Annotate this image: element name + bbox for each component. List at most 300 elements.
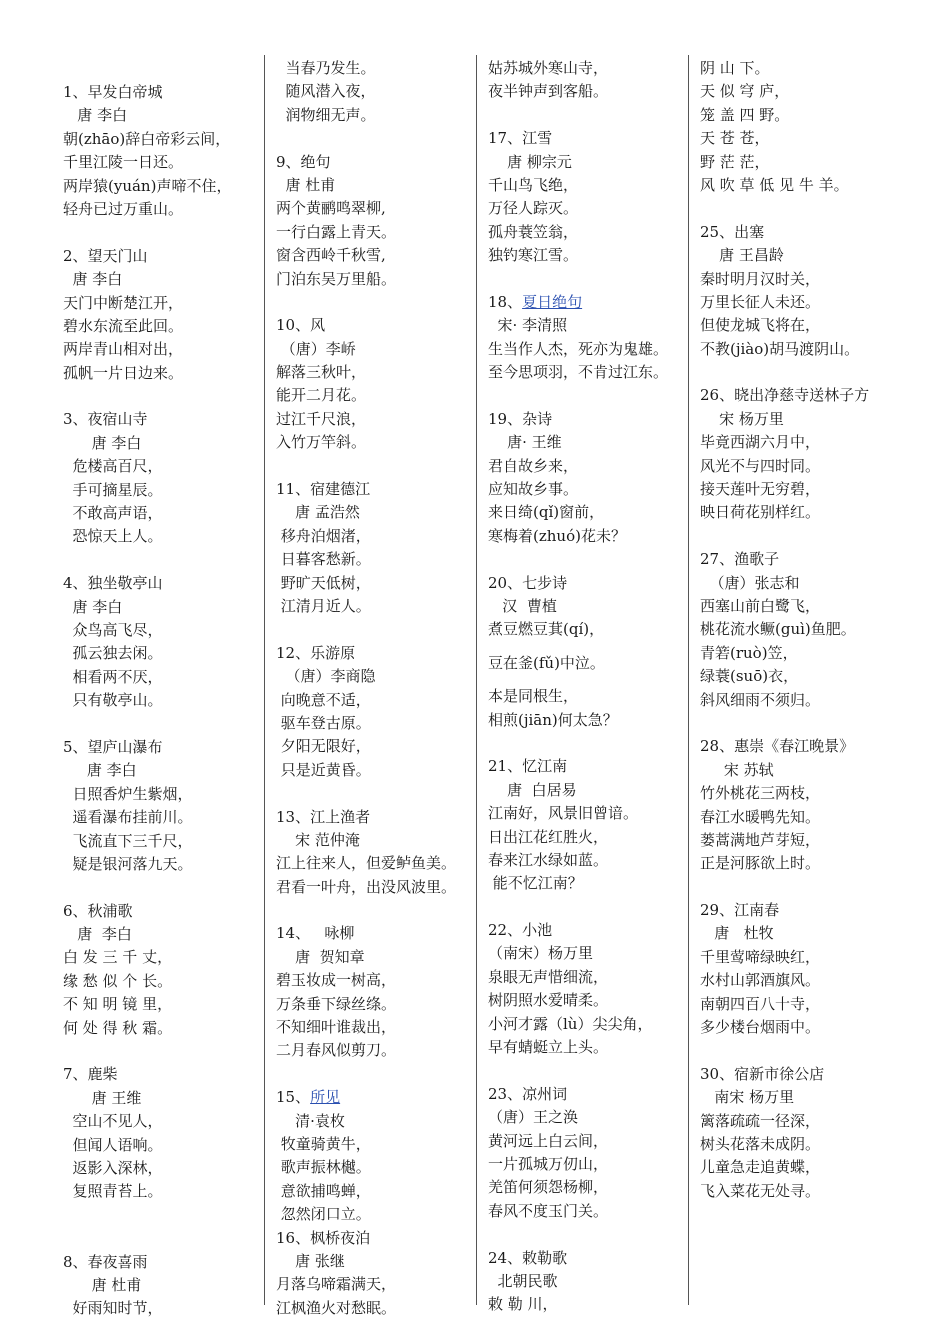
poem-line xyxy=(276,993,476,1016)
poem-line xyxy=(276,1203,476,1226)
poem-line xyxy=(488,685,688,708)
poem-line-text: 驱车登古原。 xyxy=(276,713,371,732)
poem-line xyxy=(700,993,915,1016)
stanza-gap xyxy=(276,618,476,641)
poem-line-text: （唐）李峤 xyxy=(276,339,356,358)
poem-line-text: 泉眼无声惜细流， xyxy=(488,967,609,986)
poem-line-text: 寒梅着(zhuó)花未？ xyxy=(488,526,626,545)
poem-line xyxy=(63,1157,263,1180)
poem-line xyxy=(276,197,476,220)
poem-line-text: 8、春夜喜雨 xyxy=(63,1252,148,1271)
poem-line xyxy=(488,779,688,802)
poem-line-text: 29、江南春 xyxy=(700,901,780,920)
poem-line xyxy=(700,1063,915,1086)
poem-line-text: 羌笛何须怨杨柳， xyxy=(488,1178,609,1197)
poem-line xyxy=(63,315,263,338)
poem-line xyxy=(488,174,688,197)
poem-line xyxy=(700,455,915,478)
stanza-gap xyxy=(488,104,688,127)
poem-line xyxy=(488,361,688,384)
poem-line xyxy=(63,1017,263,1040)
poem-line-text: 孤云独去闲。 xyxy=(63,644,163,663)
column-divider-1 xyxy=(264,55,265,1305)
poem-line-text: 江上往来人，但爱鲈鱼美。 xyxy=(276,854,457,873)
poem-line-text: 能不忆江南？ xyxy=(488,874,583,893)
column-divider-2 xyxy=(476,55,477,1305)
poem-line xyxy=(63,900,263,923)
stanza-gap xyxy=(276,1063,476,1086)
stanza-gap xyxy=(276,291,476,314)
poem-line xyxy=(700,431,915,454)
poem-column-4 xyxy=(700,57,915,1203)
stanza-gap xyxy=(63,1204,263,1227)
poem-line xyxy=(700,572,915,595)
poem-line xyxy=(63,572,263,595)
poem-line xyxy=(488,291,688,314)
poem-line-text: 小河才露（lù）尖尖角， xyxy=(488,1014,653,1033)
poem-line-text: 一片孤城万仞山， xyxy=(488,1154,609,1173)
poem-line-text: 宋 范仲淹 xyxy=(276,830,360,849)
poem-line xyxy=(488,1200,688,1223)
stanza-gap xyxy=(276,899,476,922)
poem-line xyxy=(488,197,688,220)
poem-line-text: 空山不见人， xyxy=(63,1112,163,1131)
poem-line-text: 阴 山 下。 xyxy=(700,59,770,77)
poem-line xyxy=(63,479,263,502)
poem-line xyxy=(488,338,688,361)
poem-line-text: 黄河远上白云间， xyxy=(488,1131,609,1150)
poem-line xyxy=(63,1251,263,1274)
poem-line-text: （南宋）杨万里 xyxy=(488,944,594,963)
poem-line xyxy=(488,709,688,732)
poem-line xyxy=(488,501,688,524)
poem-line xyxy=(276,431,476,454)
poem-line xyxy=(700,478,915,501)
poem-line xyxy=(276,384,476,407)
poem-column-3 xyxy=(488,57,688,1317)
poem-line xyxy=(276,665,476,688)
poem-line xyxy=(488,942,688,965)
poem-line-text: 斜风细雨不须归。 xyxy=(700,690,821,709)
poem-line-text: 不教(jiào)胡马渡阴山。 xyxy=(700,339,860,358)
poem-line-text: 但使龙城飞将在， xyxy=(700,316,821,335)
poem-line xyxy=(488,127,688,150)
stanza-gap xyxy=(276,455,476,478)
poem-line-text: 蒌蒿满地芦芽短， xyxy=(700,830,821,849)
poem-line-text: 不 知 明 镜 里， xyxy=(63,995,173,1014)
poem-line-text: 秦时明月汉时关， xyxy=(700,269,821,288)
poem-line xyxy=(488,595,688,618)
poem-line-text: 唐 王维 xyxy=(63,1088,142,1107)
stanza-gap xyxy=(63,385,263,408)
poem-line xyxy=(63,175,263,198)
poem-line-text: 君自故乡来， xyxy=(488,456,579,475)
poem-line xyxy=(276,1250,476,1273)
poem-line-text: 桃花流水鳜(guì)鱼肥。 xyxy=(700,620,856,639)
poem-line-text: 天门中断楚江开， xyxy=(63,293,184,312)
poem-line-text: 野 茫 茫， xyxy=(700,152,770,171)
poem-line xyxy=(700,899,915,922)
poem-line-text: 意欲捕鸣蝉， xyxy=(276,1181,371,1200)
poem-line xyxy=(488,1013,688,1036)
poem-line xyxy=(276,946,476,969)
poem-line-text: 歌声振林樾。 xyxy=(276,1158,371,1177)
stanza-gap xyxy=(488,268,688,291)
poem-line-text: 18、 xyxy=(488,292,523,311)
poem-line-text: 10、风 xyxy=(276,316,326,335)
poem-line-text: 13、江上渔者 xyxy=(276,807,371,826)
poem-line-text: （唐）李商隐 xyxy=(276,667,376,686)
poem-line xyxy=(276,501,476,524)
poem-line-text: 月落乌啼霜满天， xyxy=(276,1275,397,1294)
poem-line xyxy=(488,1176,688,1199)
poem-line xyxy=(700,80,915,103)
poem-line xyxy=(63,806,263,829)
poem-line xyxy=(488,826,688,849)
poem-line xyxy=(276,104,476,127)
poem-line xyxy=(488,431,688,454)
poem-line xyxy=(63,853,263,876)
poem-line-text: 唐 王昌龄 xyxy=(700,246,784,265)
poem-line-text: 3、夜宿山寺 xyxy=(63,410,148,429)
poem-line-text: 相煎(jiān)何太急？ xyxy=(488,710,618,729)
poem-line-text: 篱落疏疏一径深， xyxy=(700,1111,821,1130)
poem-line xyxy=(488,872,688,895)
poem-line xyxy=(63,1134,263,1157)
poem-line xyxy=(276,151,476,174)
stanza-gap xyxy=(488,1059,688,1082)
stanza-gap xyxy=(276,127,476,150)
poem-line xyxy=(488,151,688,174)
poem-line-text: 当春乃发生。 xyxy=(276,59,376,77)
poem-line xyxy=(700,338,915,361)
poem-line xyxy=(276,806,476,829)
poem-line-text: 30、宿新市徐公店 xyxy=(700,1064,825,1083)
poem-line xyxy=(276,1039,476,1062)
poem-line xyxy=(276,314,476,337)
poem-line-text: 至今思项羽，不肯过江东。 xyxy=(488,363,669,382)
poem-line-text: 风光不与四时同。 xyxy=(700,456,821,475)
poem-line xyxy=(63,198,263,221)
poem-line xyxy=(63,151,263,174)
poem-line xyxy=(700,1133,915,1156)
stanza-gap xyxy=(488,675,688,685)
poem-line-text: 随风潜入夜， xyxy=(276,82,376,101)
poem-line xyxy=(63,502,263,525)
poem-line xyxy=(700,104,915,127)
poem-line-text: 千里江陵一日还。 xyxy=(63,153,184,172)
poem-line xyxy=(276,735,476,758)
poem-line-text: 千里莺啼绿映红， xyxy=(700,947,821,966)
poem-line xyxy=(700,291,915,314)
stanza-gap xyxy=(276,782,476,805)
stanza-gap xyxy=(63,221,263,244)
stanza-gap xyxy=(63,1227,263,1250)
poem-line-text: （唐）王之涣 xyxy=(488,1108,579,1127)
poem-line-text: 危楼高百尺， xyxy=(63,457,163,476)
poem-line xyxy=(700,969,915,992)
poem-line xyxy=(63,362,263,385)
poem-line-text: 但闻人语响。 xyxy=(63,1135,163,1154)
poem-line-text: 唐 杜甫 xyxy=(276,175,336,194)
poem-line-text: 万条垂下绿丝绦。 xyxy=(276,994,397,1013)
poem-line xyxy=(276,759,476,782)
poem-line xyxy=(63,923,263,946)
poem-line-text: 移舟泊烟渚， xyxy=(276,526,371,545)
poem-line-text: 唐 张继 xyxy=(276,1251,345,1270)
poem-line-text: 两岸猿(yuán)声啼不住， xyxy=(63,176,232,195)
poem-line xyxy=(276,922,476,945)
poem-line xyxy=(63,1274,263,1297)
poem-line xyxy=(276,969,476,992)
poem-line xyxy=(63,946,263,969)
poem-line-text: 唐 孟浩然 xyxy=(276,503,360,522)
poem-line xyxy=(488,408,688,431)
stanza-gap xyxy=(488,732,688,755)
poem-line-text: 唐 李白 xyxy=(63,106,128,125)
poem-line-text: 缘 愁 似 个 长。 xyxy=(63,971,173,990)
poem-line xyxy=(488,919,688,942)
poem-line xyxy=(276,174,476,197)
poem-line xyxy=(63,525,263,548)
stanza-gap xyxy=(488,384,688,407)
poem-line-text: 毕竟西湖六月中， xyxy=(700,433,821,452)
poem-line xyxy=(276,689,476,712)
stanza-gap xyxy=(700,361,915,384)
poem-line xyxy=(700,922,915,945)
poem-line xyxy=(63,1110,263,1133)
poem-line-text: 手可摘星辰。 xyxy=(63,480,163,499)
poem-line xyxy=(488,755,688,778)
poem-line-text: 能开二月花。 xyxy=(276,386,367,405)
poem-line-text: 11、宿建德江 xyxy=(276,480,371,499)
stanza-gap xyxy=(488,896,688,919)
poem-line xyxy=(488,80,688,103)
poem-line xyxy=(276,221,476,244)
poem-line xyxy=(63,268,263,291)
poem-line-text: 9、绝句 xyxy=(276,152,331,171)
poem-line-text: 一行白露上青天。 xyxy=(276,222,397,241)
poem-line-text: 17、江雪 xyxy=(488,129,553,148)
poem-line xyxy=(63,245,263,268)
poem-line-text: 天 似 穹 庐， xyxy=(700,82,790,101)
poem-line xyxy=(63,408,263,431)
poem-line-text: 江枫渔火对愁眠。 xyxy=(276,1298,397,1317)
poem-line xyxy=(488,57,688,80)
poem-line-text: 千山鸟飞绝， xyxy=(488,175,579,194)
poem-line-text: 唐 贺知章 xyxy=(276,947,365,966)
poem-line-text: 唐 杜甫 xyxy=(63,1275,142,1294)
poem-line-text: 何 处 得 秋 霜。 xyxy=(63,1018,173,1037)
poem-line-text: 春风不度玉门关。 xyxy=(488,1201,609,1220)
stanza-gap xyxy=(700,876,915,899)
poem-title-link[interactable]: 夏日绝句 xyxy=(522,292,583,311)
poem-line xyxy=(700,501,915,524)
poem-line-text: 西塞山前白鹭飞， xyxy=(700,596,821,615)
poem-line-text: 14、 咏柳 xyxy=(276,924,355,943)
poem-line-text: 南朝四百八十寺， xyxy=(700,994,821,1013)
poem-line xyxy=(276,595,476,618)
poem-line-text: 树头花落未成阴。 xyxy=(700,1134,821,1153)
poem-line xyxy=(63,455,263,478)
poem-line-text: 野旷天低树， xyxy=(276,573,371,592)
poem-line-text: 夜半钟声到客船。 xyxy=(488,82,609,101)
poem-line-text: 23、凉州词 xyxy=(488,1084,568,1103)
poem-line-text: 只有敬亭山。 xyxy=(63,691,163,710)
poem-line-text: 返影入深林， xyxy=(63,1158,163,1177)
poem-line-text: 宋 杨万里 xyxy=(700,409,784,428)
poem-line xyxy=(488,966,688,989)
poem-line-text: 唐 白居易 xyxy=(488,780,577,799)
poem-line-text: 儿童急走追黄蝶， xyxy=(700,1158,821,1177)
stanza-gap xyxy=(700,197,915,220)
poem-line-text: 好雨知时节， xyxy=(63,1299,163,1318)
poem-line xyxy=(700,314,915,337)
stanza-gap xyxy=(700,712,915,735)
poem-line xyxy=(63,81,263,104)
poem-line xyxy=(488,478,688,501)
poem-line xyxy=(700,268,915,291)
poem-line-text: 15、 xyxy=(276,1088,311,1107)
poem-line-text: 君看一叶舟，出没风波里。 xyxy=(276,877,457,896)
poem-line-text: 1、早发白帝城 xyxy=(63,83,163,101)
poem-line-text: 唐 李白 xyxy=(63,597,123,616)
poem-column-1 xyxy=(63,81,263,1321)
poem-line xyxy=(700,1156,915,1179)
poem-line-text: 日出江花红胜火， xyxy=(488,827,609,846)
stanza-gap xyxy=(488,642,688,652)
poem-line-text: 唐 柳宗元 xyxy=(488,152,572,171)
poem-line xyxy=(276,408,476,431)
poem-line xyxy=(700,806,915,829)
poem-line-text: 飞流直下三千尺， xyxy=(63,831,193,850)
poem-line xyxy=(63,338,263,361)
poem-line-text: 门泊东吴万里船。 xyxy=(276,269,397,288)
poem-line-text: 江南好，风景旧曾谙。 xyxy=(488,804,639,823)
poem-line xyxy=(488,1036,688,1059)
poem-line xyxy=(488,221,688,244)
poem-line-text: 唐 李白 xyxy=(63,433,142,452)
poem-line xyxy=(700,1086,915,1109)
poem-line xyxy=(488,455,688,478)
poem-line xyxy=(700,221,915,244)
poem-line xyxy=(276,1086,476,1109)
poem-line-text: 白 发 三 千 丈， xyxy=(63,948,173,967)
poem-line-text: 天 苍 苍， xyxy=(700,129,770,148)
stanza-gap xyxy=(488,548,688,571)
poem-line-text: 22、小池 xyxy=(488,921,553,940)
poem-line xyxy=(276,1273,476,1296)
poem-line-text: 敕 勒 川， xyxy=(488,1295,558,1314)
poem-line-text: 唐 李白 xyxy=(63,761,137,780)
poem-line xyxy=(63,128,263,151)
poem-line xyxy=(63,736,263,759)
poem-line xyxy=(700,1180,915,1203)
poem-line xyxy=(276,712,476,735)
poem-line-text: 唐 杜牧 xyxy=(700,924,774,943)
poem-line xyxy=(276,338,476,361)
poem-line xyxy=(63,1063,263,1086)
poem-line xyxy=(63,642,263,665)
poem-line xyxy=(63,666,263,689)
poem-line xyxy=(276,1297,476,1320)
poem-line xyxy=(488,1083,688,1106)
poem-line xyxy=(488,572,688,595)
poem-line xyxy=(276,1133,476,1156)
poem-line-text: 6、秋浦歌 xyxy=(63,901,133,920)
poem-line xyxy=(488,1106,688,1129)
poem-line xyxy=(700,689,915,712)
poem-line-text: 唐 李白 xyxy=(63,270,123,289)
poem-line-text: 5、望庐山瀑布 xyxy=(63,737,163,756)
poem-line-text: 生当作人杰，死亦为鬼雄。 xyxy=(488,339,669,358)
poem-line xyxy=(488,525,688,548)
poem-line xyxy=(488,1270,688,1293)
poem-line xyxy=(700,127,915,150)
poem-line xyxy=(700,735,915,758)
poem-line xyxy=(488,1247,688,1270)
poem-line-text: 竹外桃花三两枝， xyxy=(700,784,821,803)
column-divider-3 xyxy=(688,55,689,1305)
poem-line-text: 26、晓出净慈寺送林子方 xyxy=(700,386,870,405)
poem-line-text: 疑是银河落九天。 xyxy=(63,854,193,873)
stanza-gap xyxy=(488,1223,688,1246)
poem-line xyxy=(63,759,263,782)
poem-line xyxy=(276,1227,476,1250)
poem-line-text: 唐 李白 xyxy=(63,925,132,944)
poem-line xyxy=(700,174,915,197)
poem-line xyxy=(488,652,688,675)
poem-line xyxy=(700,1110,915,1133)
poem-line-text: 夕阳无限好， xyxy=(276,737,371,756)
poem-line xyxy=(488,1293,688,1316)
poem-line-text: 只是近黄昏。 xyxy=(276,760,371,779)
poem-line-text: 绿蓑(suō)衣， xyxy=(700,667,799,686)
poem-line xyxy=(276,572,476,595)
poem-line xyxy=(700,642,915,665)
poem-line xyxy=(63,970,263,993)
poem-line xyxy=(700,595,915,618)
poem-line xyxy=(276,548,476,571)
poem-line-text: 16、枫桥夜泊 xyxy=(276,1228,371,1247)
poem-line-text: 笼 盖 四 野。 xyxy=(700,105,790,124)
poem-title-link[interactable]: 所见 xyxy=(310,1088,341,1107)
poem-line-text: 向晚意不适， xyxy=(276,690,371,709)
poem-line xyxy=(488,244,688,267)
poem-line-text: 解落三秋叶， xyxy=(276,363,367,382)
poem-line-text: 忽然闭口立。 xyxy=(276,1205,371,1224)
poem-line xyxy=(488,849,688,872)
poem-line-text: 接天莲叶无穷碧， xyxy=(700,480,821,499)
poem-line-text: 25、出塞 xyxy=(700,222,765,241)
poem-line-text: 宋· 李清照 xyxy=(488,316,568,335)
poem-line-text: 唐· 王维 xyxy=(488,433,562,452)
poem-line-text: 豆在釜(fǔ)中泣。 xyxy=(488,653,605,672)
poem-line xyxy=(276,642,476,665)
stanza-gap xyxy=(700,525,915,548)
poem-line-text: 江清月近人。 xyxy=(276,596,371,615)
poem-line xyxy=(63,1297,263,1320)
poem-line xyxy=(488,802,688,825)
poem-line xyxy=(63,783,263,806)
poem-line xyxy=(700,665,915,688)
poem-line xyxy=(63,993,263,1016)
poem-line xyxy=(63,432,263,455)
stanza-gap xyxy=(63,549,263,572)
poem-line xyxy=(700,829,915,852)
poem-line xyxy=(700,384,915,407)
poem-line-text: 南宋 杨万里 xyxy=(700,1088,795,1107)
